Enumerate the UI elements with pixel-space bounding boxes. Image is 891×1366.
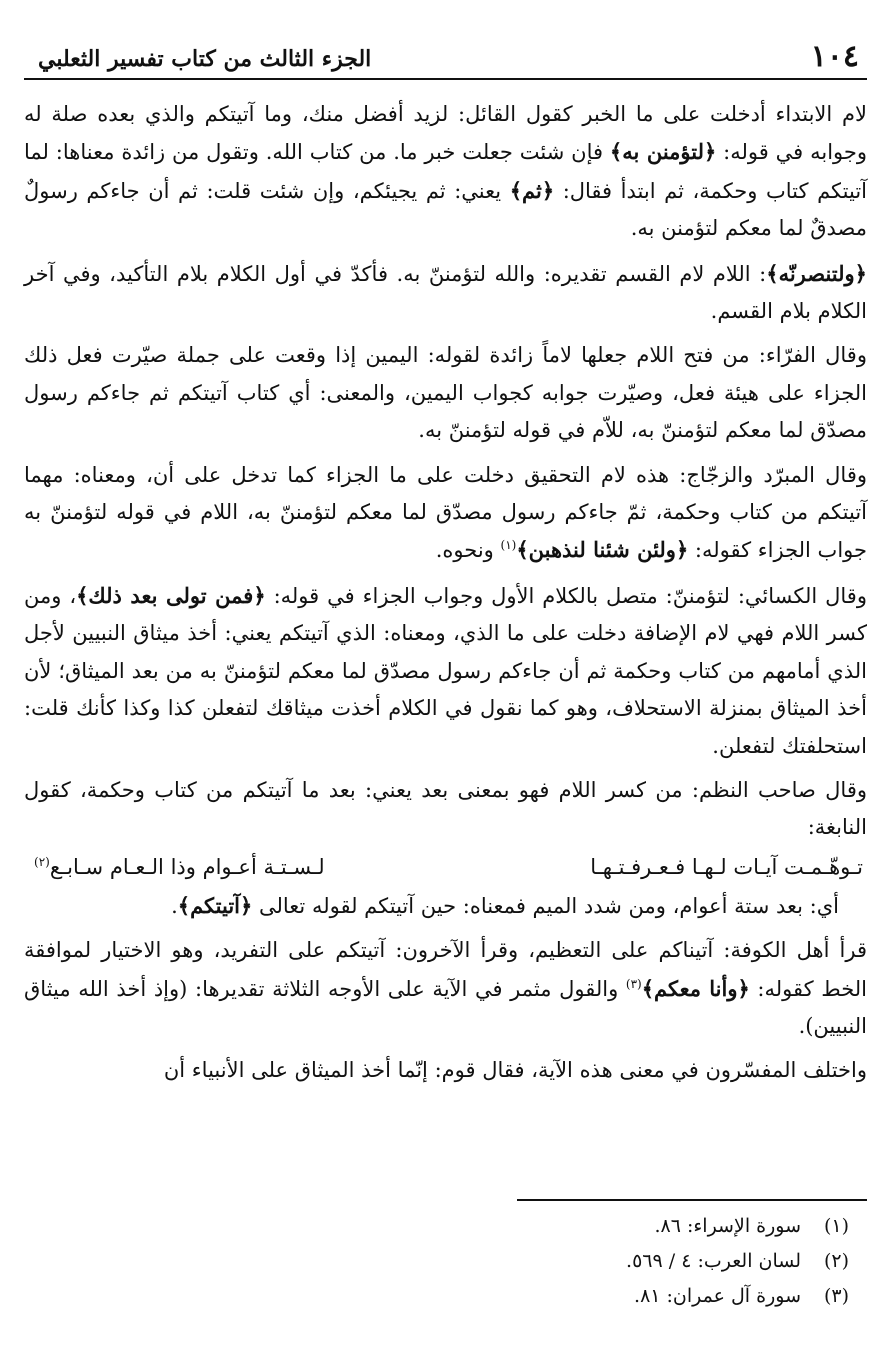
text-run: فإن شئت جعلت خبر ما. من كتاب الله. وتقول من زائدة معناها: لما آتيتكم كتاب وحكمة، ثم ابتدأ فقال: — [24, 140, 867, 203]
footnote-number: (٣) — [823, 1285, 849, 1307]
text-run: وقال الفرّاء: من فتح اللام جعلها لاماً زائدة لقوله: اليمين إذا وقعت على جملة صيّرت فعل ذلك الجزاء على هيئة فعل، وصيّرت جوابه كجواب اليمين، والمعنى: أي كتاب آتيتكم ثم جاءكم رسول مصدّق لما معكم لتؤمننّ به، للاّم في قوله لتؤمننّ به. — [24, 343, 867, 443]
paragraph-7 — [24, 887, 867, 925]
text-run: . — [171, 893, 178, 918]
paragraph-4 — [24, 457, 867, 570]
page-number: ١٠٤ — [810, 39, 859, 74]
poem-hemistich-1: تـوهّـمـت آيـات لـهـا فـعـرفـتـهـا — [590, 854, 863, 879]
text-run: وقال صاحب النظم: من كسر اللام فهو بمعنى بعد يعني: بعد ما آتيتكم من كتاب وحكمة، كقول النابغة: — [24, 777, 867, 840]
footnote-reference: (٣) — [625, 976, 642, 991]
paragraph-5 — [24, 577, 867, 765]
paragraph-2 — [24, 255, 867, 331]
text-run: وقال الكسائي: لتؤمننّ: متصل بالكلام الأول وجواب الجزاء في قوله: — [265, 583, 867, 608]
footnote-number: (١) — [823, 1215, 849, 1237]
footnote-reference: (٢) — [34, 854, 50, 869]
poem-verse — [24, 847, 867, 887]
footnote-number: (٢) — [823, 1250, 849, 1272]
paragraph-8 — [24, 932, 867, 1045]
text-run: أي: بعد ستة أعوام، ومن شدد الميم فمعناه: حين آتيتكم لقوله تعالى — [252, 893, 839, 918]
paragraph-3 — [24, 337, 867, 449]
quran-quote: ﴿آتيتكم﴾ — [177, 892, 253, 918]
page-header — [24, 38, 867, 80]
footnotes — [24, 1209, 849, 1314]
text-run: : اللام لام القسم تقديره: والله لتؤمننّ به. فأكدّ في أول الكلام بلام التأكيد، وفي آخر الكلام بلام القسم. — [24, 261, 867, 324]
footnote — [24, 1279, 849, 1314]
running-title: الجزء الثالث من كتاب تفسير الثعلبي — [38, 46, 372, 72]
quran-quote: ﴿ولتنصرنّه﴾ — [766, 260, 867, 286]
quran-quote: ﴿وأنا معكم﴾ — [641, 975, 750, 1001]
footnote — [24, 1244, 849, 1279]
footnote-text: سورة الإسراء: ٨٦. — [654, 1215, 801, 1237]
quran-quote: ﴿ثم﴾ — [509, 177, 555, 203]
footnote-reference: (١) — [500, 538, 517, 553]
text-run: والقول مثمر في الآية على الأوجه الثلاثة تقديرها: (وإذ أخذ الله ميثاق النبيين). — [24, 976, 867, 1038]
poem-hemistich-2 — [34, 849, 325, 885]
paragraph-6 — [24, 772, 867, 847]
footnote-text: لسان العرب: ٤ / ٥٦٩. — [626, 1250, 801, 1272]
text-run: قرأ أهل الكوفة: آتيناكم على التعظيم، وقرأ الآخرون: آتيتكم على التفريد، وهو الاختيار لموافقة الخط كقوله: — [24, 938, 868, 1001]
paragraph-9 — [24, 1052, 867, 1089]
footnote-text: سورة آل عمران: ٨١. — [634, 1285, 801, 1307]
text-run: وقال المبرّد والزجّاج: هذه لام التحقيق دخلت على ما الجزاء كما تدخل على أن، ومعناه: مهما آتيتكم من كتاب وحكمة، ثمّ جاءكم رسول مصدّق لما معكم لتؤمننّ به، اللام في قوله لتؤمننّ به جواب الجزاء كقوله: — [24, 462, 867, 563]
quran-quote: ﴿فمن تولى بعد ذلك﴾ — [76, 582, 266, 608]
text-run: ، ومن كسر اللام فهي لام الإضافة دخلت على ما الذي، ومعناه: الذي آتيتكم يعني: أخذ ميثاق النبيين لأجل الذي أمامهم من كتاب وحكمة ثم أن جاءكم رسول مصدّق لما معكم لتؤمننّ به من بعد الميثاق؛ لأن أخذ الميثاق بمنزلة الاستحلاف، وهو كما نقول في الكلام أخذت ميثاقك لتفعلن كذا وكذا كأنك قلت: استحلفتك لتفعلن. — [24, 583, 867, 758]
text-run: ونحوه. — [435, 538, 501, 563]
text-run: لام الابتداء أدخلت على ما الخبر كقول القائل: لزيد أفضل منك، وما آتيتكم والذي بعده صلة له وجوابه في قوله: — [24, 102, 867, 165]
footnote-divider — [517, 1199, 867, 1201]
poem-hemistich-2-text: لـسـتـة أعـوام وذا الـعـام سـابـع — [49, 854, 325, 879]
quran-quote: ﴿لتؤمنن به﴾ — [609, 139, 717, 165]
footnote — [24, 1209, 849, 1244]
main-text — [24, 96, 867, 1090]
paragraph-1 — [24, 96, 867, 248]
quran-quote: ﴿ولئن شئنا لنذهبن﴾ — [516, 537, 689, 563]
text-run: يعني: ثم يجيئكم، وإن شئت قلت: ثم أن جاءكم رسولٌ مصدقٌ لما معكم لتؤمنن به. — [24, 178, 867, 241]
text-run: واختلف المفسّرون في معنى هذه الآية، فقال قوم: إنّما أخذ الميثاق على الأنبياء أن — [163, 1058, 867, 1083]
